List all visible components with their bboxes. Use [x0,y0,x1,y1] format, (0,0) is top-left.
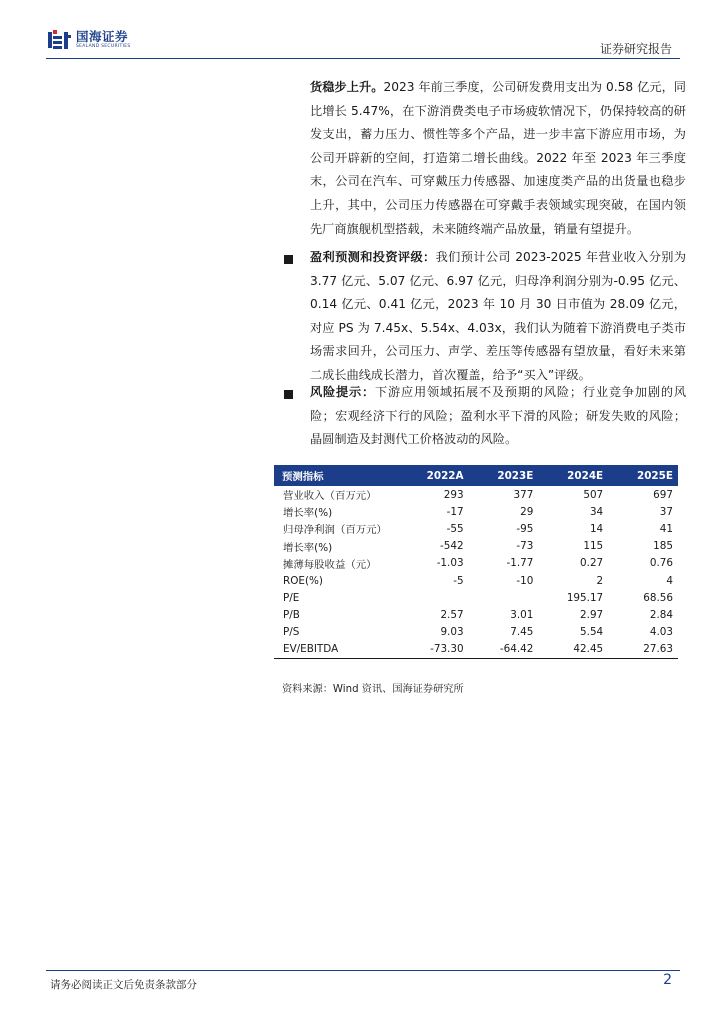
table-cell: -64.42 [469,641,539,659]
table-cell: 68.56 [643,591,673,604]
table-row [274,503,678,520]
table-cell: 29 [520,505,534,518]
table-cell: 185 [653,540,673,553]
table-cell: 增长率(%) [283,507,333,520]
table-cell: 2.84 [649,608,673,621]
table-cell: 34 [589,505,604,518]
table-cell: 增长率(%) [283,541,333,554]
logo-chinese-name: 国海证券 [76,29,129,44]
bullet-square-icon [284,255,293,264]
table-cell: ROE(%) [283,574,323,587]
table-cell: 4 [666,574,673,587]
table-cell: -1.77 [506,557,534,570]
table-cell: 0.27 [580,557,604,570]
table-cell: -1.03 [436,557,464,570]
table-cell: -95 [516,522,534,535]
table-row [274,555,678,572]
table-cell: -73 [516,540,534,553]
table-cell: 7.45 [510,626,534,639]
table-cell: 摊薄每股收益（元） [283,558,377,571]
table-cell: 27.63 [608,641,678,659]
table-row [274,624,678,641]
table-row [274,520,678,537]
table-cell [399,589,469,606]
paragraph-rating-body: 我们预计公司 2023-2025 年营业收入分别为 3.77 亿元、5.07 亿元、6.97 亿元，归母净利润分别为-0.95 亿元、0.14 亿元、0.41 亿元，2023 年 10 月 30 日市值为 28.09 亿元，对应 PS 为 7.45x、5.54x、4.03x，我们认为随着下游消费电子类市场需求回升，公司压力、声学、差压等传感器有望放量，看好未来第二成长曲线成长潜力，首次覆盖，给予“买入”评级。 [310,250,686,382]
paragraph-risk-lead: 风险提示： [310,385,375,399]
table-header-row [274,465,678,486]
paragraph-rd-lead: 货稳步上升。 [310,80,384,94]
table-header-cell: 2023E [469,465,539,486]
table-header-cell: 预测指标 [274,465,399,486]
paragraph-rating-lead: 盈利预测和投资评级： [310,250,436,264]
report-type-label: 证券研究报告 [599,42,672,56]
table-header-cell: 2022A [399,465,469,486]
table-cell: -10 [516,574,534,587]
table-cell: 697 [653,488,673,501]
table-cell: -55 [446,522,464,535]
table-cell: 115 [583,540,604,553]
table-cell: EV/EBITDA [274,641,399,659]
table-source-note: 资料来源：Wind 资讯、国海证券研究所 [282,684,464,695]
paragraph-rd-body: 2023 年前三季度，公司研发费用支出为 0.58 亿元，同比增长 5.47%，在下游消费类电子市场疲软情况下，仍保持较高的研发支出，蓄力压力、惯性等多个产品，进一步丰富下游应用市场，为公司开辟新的空间，打造第二增长曲线。2022 年至 2023 年三季度末，公司在汽车、可穿戴压力传感器、加速度类产品的出货量也稳步上升，其中，公司压力传感器在可穿戴手表领域实现突破，在国内领先厂商旗舰机型搭载，未来随终端产品放量，销量有望提升。 [310,80,686,236]
table-cell: 14 [589,522,604,535]
bullet-square-icon [284,390,293,399]
paragraph-rd-growth [310,76,686,241]
table-cell: -5 [453,574,464,587]
table-row [274,589,678,606]
table-cell: 507 [583,488,604,501]
table-cell: 2.57 [440,608,464,621]
table-cell: 归母净利润（百万元） [283,524,387,537]
table-cell: 营业收入（百万元） [283,490,377,503]
table-cell: 42.45 [538,641,608,659]
table-row [274,641,678,659]
table-cell: 2.97 [580,608,604,621]
table-cell: 41 [659,522,673,535]
footer-divider [46,970,680,971]
table-cell: 4.03 [649,626,673,639]
paragraph-rating [310,246,686,388]
table-cell: 195.17 [566,591,604,604]
table-cell: -17 [446,505,464,518]
table-row [274,606,678,623]
table-header-cell: 2025E [608,465,678,486]
table-cell: -73.30 [399,641,469,659]
table-row [274,572,678,589]
table-cell: 5.54 [580,626,604,639]
table-row [274,538,678,555]
table-cell: 0.76 [649,557,673,570]
footer-disclaimer: 请务必阅读正文后免责条款部分 [50,979,197,991]
table-row [274,486,678,503]
table-cell: -542 [439,540,464,553]
table-cell: 377 [513,488,534,501]
forecast-table [274,465,678,659]
table-cell: 37 [659,505,673,518]
logo-english-name: SEALAND SECURITIES [76,44,131,49]
header-divider [46,58,680,59]
table-header-cell: 2024E [538,465,608,486]
paragraph-risk-body: 下游应用领域拓展不及预期的风险；行业竞争加剧的风险；宏观经济下行的风险；盈利水平下滑的风险；研发失败的风险；晶圆制造及封测代工价格波动的风险。 [310,385,687,447]
paragraph-risk [310,381,686,452]
page-number: 2 [663,972,672,988]
table-cell: 293 [443,488,464,501]
company-logo [48,30,131,50]
table-cell: P/B [283,608,300,621]
table-cell: P/E [283,591,300,604]
logo-mark-icon [48,30,72,50]
table-cell: 3.01 [510,608,534,621]
table-cell: 9.03 [440,626,464,639]
table-cell: 2 [596,574,604,587]
table-cell: P/S [283,626,300,639]
table-cell [469,589,539,606]
page-header [0,0,724,62]
